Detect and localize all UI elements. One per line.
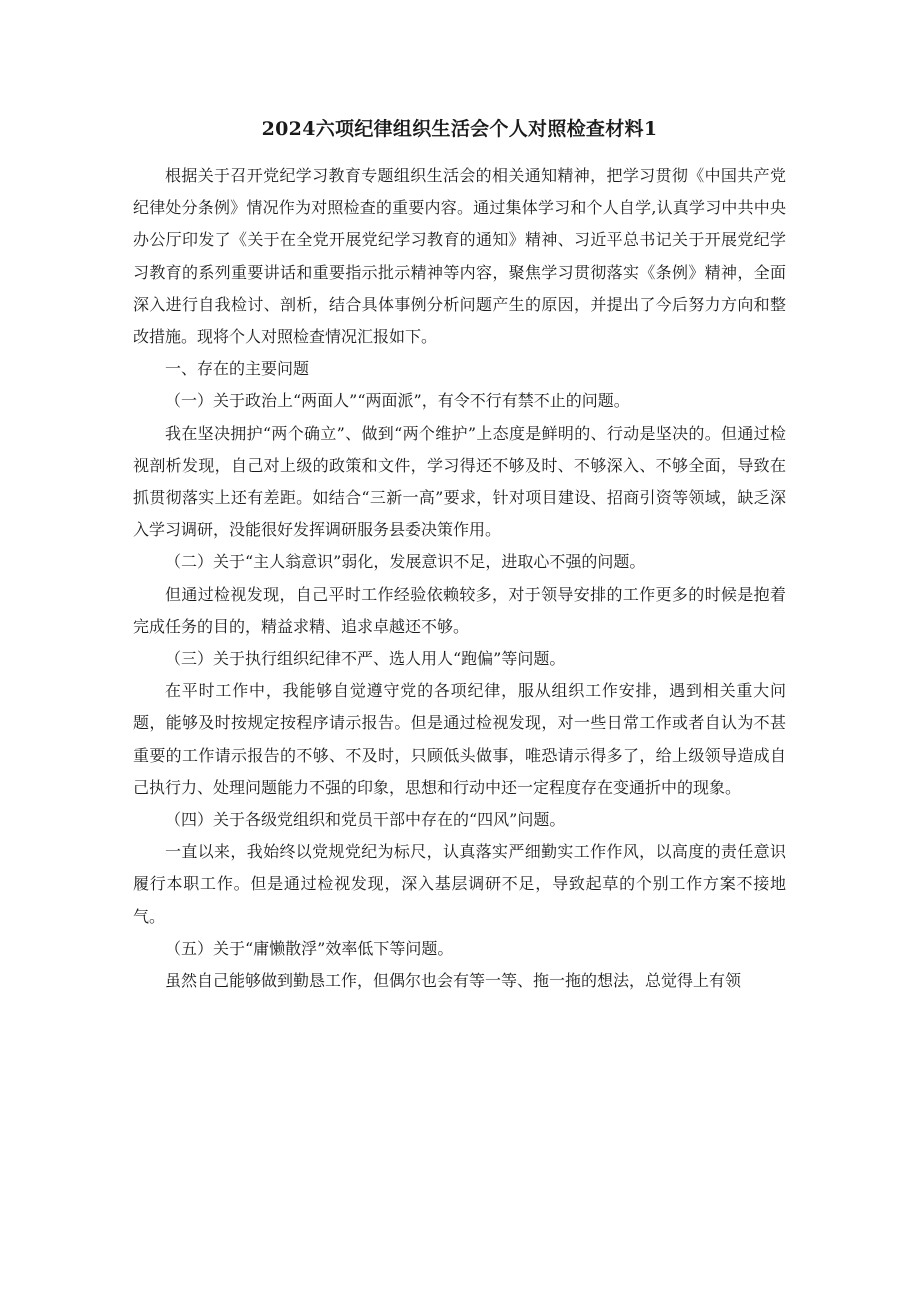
body-paragraph: 我在坚决拥护“两个确立”、做到“两个维护”上态度是鲜明的、行动是坚决的。但通过检视剖析发现，自己对上级的政策和文件，学习得还不够及时、不够深入、不够全面，导致在抓贯彻落实上还有差距。如结合“三新一高”要求，针对项目建设、招商引资等领域，缺乏深入学习调研，没能很好发挥调研服务县委决策作用。 [133, 423, 786, 540]
body-paragraph: 在平时工作中，我能够自觉遵守党的各项纪律，服从组织工作安排，遇到相关重大问题，能够及时按规定按程序请示报告。但是通过检视发现，对一些日常工作或者自认为不甚重要的工作请示报告的不够、不及时，只顾低头做事，唯恐请示得多了，给上级领导造成自己执行力、处理问题能力不强的印象，思想和行动中还一定程度存在变通折中的现象。 [133, 681, 786, 797]
subsection-heading: （五）关于“庸懒散浮”效率低下等问题。 [165, 938, 454, 958]
section-heading: 一、存在的主要问题 [165, 359, 310, 379]
subsection-heading: （四）关于各级党组织和党员干部中存在的“四风”问题。 [165, 810, 566, 830]
document-title: 2024六项纪律组织生活会个人对照检查材料1 [261, 118, 658, 140]
subsection-heading: （三）关于执行组织纪律不严、选人用人“跑偏”等问题。 [165, 649, 566, 669]
body-paragraph: 一直以来，我始终以党规党纪为标尺，认真落实严细勤实工作作风，以高度的责任意识履行本职工作。但是通过检视发现，深入基层调研不足，导致起草的个别工作方案不接地气。 [133, 842, 786, 926]
intro-paragraph: 根据关于召开党纪学习教育专题组织生活会的相关通知精神，把学习贯彻《中国共产党纪律处分条例》情况作为对照检查的重要内容。通过集体学习和个人自学,认真学习中共中央办公厅印发了《关于在全党开展党纪学习教育的通知》精神、习近平总书记关于开展党纪学习教育的系列重要讲话和重要指示批示精神等内容，聚焦学习贯彻落实《条例》精神，全面深入进行自我检讨、剖析，结合具体事例分析问题产生的原因，并提出了今后努力方向和整改措施。现将个人对照检查情况汇报如下。 [133, 166, 786, 347]
body-paragraph: 虽然自己能够做到勤恳工作，但偶尔也会有等一等、拖一拖的想法，总觉得上有领 [165, 971, 742, 991]
subsection-heading: （一）关于政治上“两面人”“两面派”，有令不行有禁不止的问题。 [165, 391, 630, 411]
body-paragraph: 但通过检视发现，自己平时工作经验依赖较多，对于领导安排的工作更多的时候是抱着完成任务的目的，精益求精、追求卓越还不够。 [133, 584, 786, 636]
subsection-heading: （二）关于“主人翁意识”弱化，发展意识不足，进取心不强的问题。 [165, 552, 646, 572]
